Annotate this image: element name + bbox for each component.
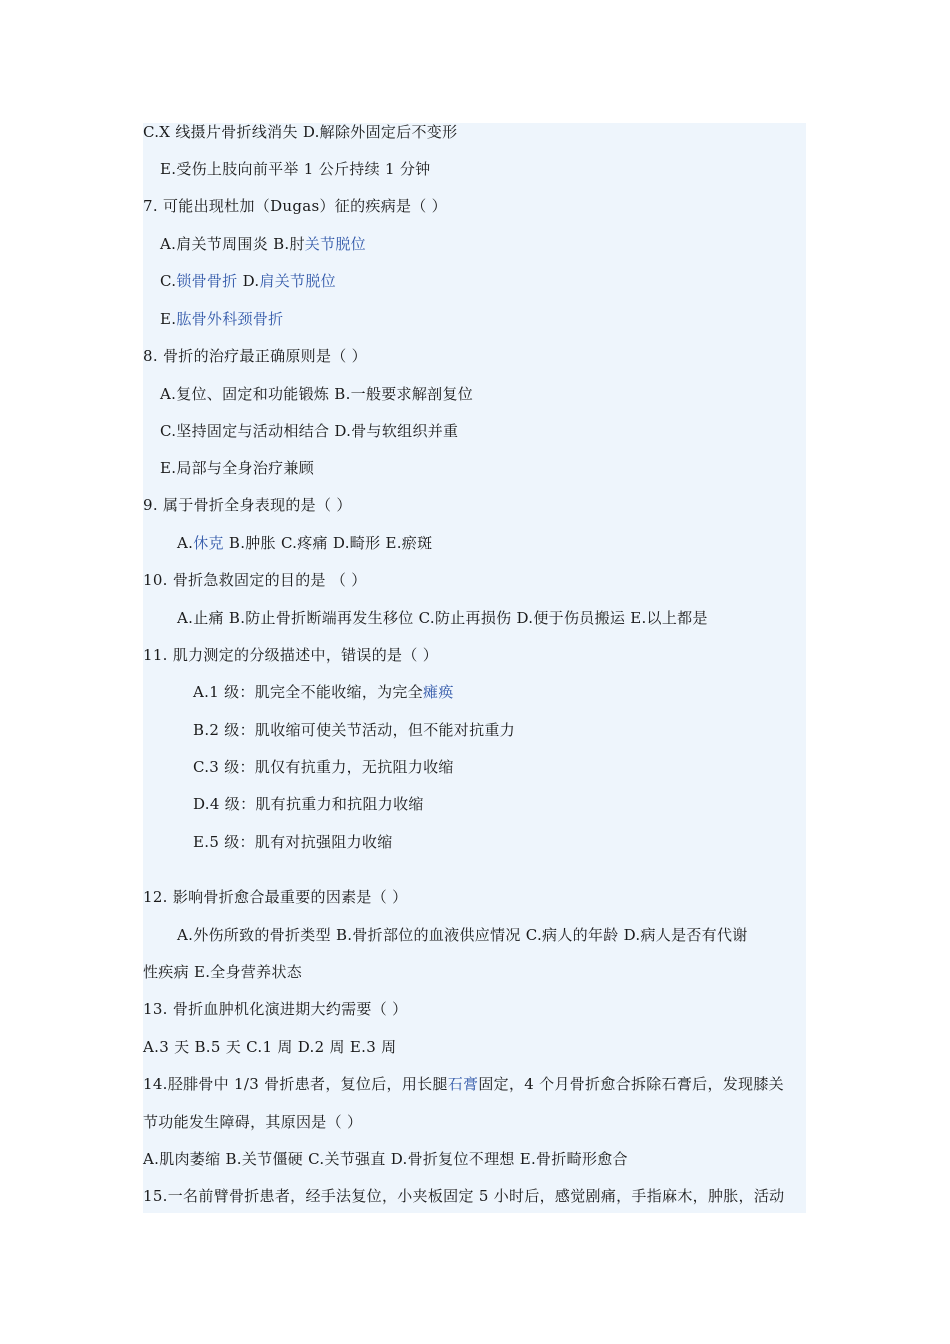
- text-line: [160, 158, 430, 180]
- text-segment: A.止痛 B.防止骨折断端再发生移位 C.防止再损伤 D.便于伤员搬运 E.以上都是: [177, 609, 708, 627]
- term-link[interactable]: 肩关节脱位: [259, 272, 336, 290]
- text-segment: 12. 影响骨折愈合最重要的因素是（ ）: [143, 888, 408, 906]
- text-segment: 节功能发生障碍，其原因是（ ）: [143, 1113, 363, 1131]
- term-link[interactable]: 休克: [193, 534, 224, 552]
- text-segment: E.受伤上肢向前平举 1 公斤持续 1 分钟: [160, 160, 431, 178]
- option-line: [160, 270, 336, 292]
- option-line: [160, 420, 458, 442]
- text-segment: 10. 骨折急救固定的目的是 （ ）: [143, 571, 367, 589]
- question-15: [143, 1185, 784, 1207]
- question-14-continued: [143, 1111, 362, 1133]
- option-line: [160, 233, 366, 255]
- question-14: [143, 1073, 784, 1095]
- question-11: [143, 644, 438, 666]
- text-segment: 固定，4 个月骨折愈合拆除石膏后，发现膝关: [478, 1075, 784, 1093]
- option-line: [160, 383, 473, 405]
- term-link[interactable]: 锁骨骨折: [176, 272, 238, 290]
- option-line: [177, 924, 748, 946]
- text-segment: E.5 级：肌有对抗强阻力收缩: [193, 833, 393, 851]
- option-line: [193, 793, 424, 815]
- text-segment: 7. 可能出现杜加（Dugas）征的疾病是（ ）: [143, 197, 447, 215]
- text-segment: B.2 级：肌收缩可使关节活动，但不能对抗重力: [193, 721, 516, 739]
- text-segment: 9. 属于骨折全身表现的是（ ）: [143, 496, 352, 514]
- question-8: [143, 345, 367, 367]
- option-line: [143, 1036, 396, 1058]
- text-segment: A.外伤所致的骨折类型 B.骨折部位的血液供应情况 C.病人的年龄 D.病人是否有代谢: [177, 926, 748, 944]
- option-line: [160, 457, 314, 479]
- option-line: [177, 607, 708, 629]
- text-segment: D.4 级：肌有抗重力和抗阻力收缩: [193, 795, 424, 813]
- text-segment: E.: [160, 310, 177, 328]
- text-segment: 15.一名前臂骨折患者，经手法复位，小夹板固定 5 小时后，感觉剧痛，手指麻木，肿胀，活动: [143, 1187, 785, 1205]
- text-segment: A.肌肉萎缩 B.关节僵硬 C.关节强直 D.骨折复位不理想 E.骨折畸形愈合: [143, 1150, 628, 1168]
- option-line: [193, 756, 454, 778]
- question-10: [143, 569, 367, 591]
- text-segment: D.: [237, 272, 260, 290]
- text-segment: A.复位、固定和功能锻炼 B.一般要求解剖复位: [160, 385, 474, 403]
- text-line: [143, 121, 457, 143]
- question-7: [143, 195, 447, 217]
- text-segment: 13. 骨折血肿机化演进期大约需要（ ）: [143, 1000, 408, 1018]
- text-segment: A.1 级：肌完全不能收缩，为完全: [193, 683, 424, 701]
- text-segment: 14.胫腓骨中 1/3 骨折患者，复位后，用长腿: [143, 1075, 448, 1093]
- text-segment: A.肩关节周围炎 B.肘: [160, 235, 305, 253]
- option-line: [160, 308, 283, 330]
- option-line: [143, 1148, 628, 1170]
- text-segment: C.: [160, 272, 177, 290]
- text-segment: C.X 线摄片骨折线消失 D.解除外固定后不变形: [143, 123, 458, 141]
- option-line: [193, 681, 454, 703]
- text-segment: E.局部与全身治疗兼顾: [160, 459, 315, 477]
- text-segment: 11. 肌力测定的分级描述中，错误的是（ ）: [143, 646, 438, 664]
- option-line: [143, 961, 302, 983]
- text-segment: C.坚持固定与活动相结合 D.骨与软组织并重: [160, 422, 459, 440]
- question-13: [143, 998, 407, 1020]
- question-12: [143, 886, 407, 908]
- option-line: [193, 719, 515, 741]
- option-line: [193, 831, 393, 853]
- text-segment: 性疾病 E.全身营养状态: [143, 963, 303, 981]
- text-segment: B.肿胀 C.疼痛 D.畸形 E.瘀斑: [223, 534, 433, 552]
- text-segment: 8. 骨折的治疗最正确原则是（ ）: [143, 347, 367, 365]
- option-line: [177, 532, 432, 554]
- text-segment: A.3 天 B.5 天 C.1 周 D.2 周 E.3 周: [143, 1038, 397, 1056]
- term-link[interactable]: 石膏: [447, 1075, 479, 1093]
- term-link[interactable]: 关节脱位: [304, 235, 366, 253]
- term-link[interactable]: 瘫痪: [423, 683, 454, 701]
- question-9: [143, 494, 352, 516]
- text-segment: C.3 级：肌仅有抗重力，无抗阻力收缩: [193, 758, 454, 776]
- text-segment: A.: [177, 534, 194, 552]
- term-link[interactable]: 肱骨外科颈骨折: [176, 310, 284, 328]
